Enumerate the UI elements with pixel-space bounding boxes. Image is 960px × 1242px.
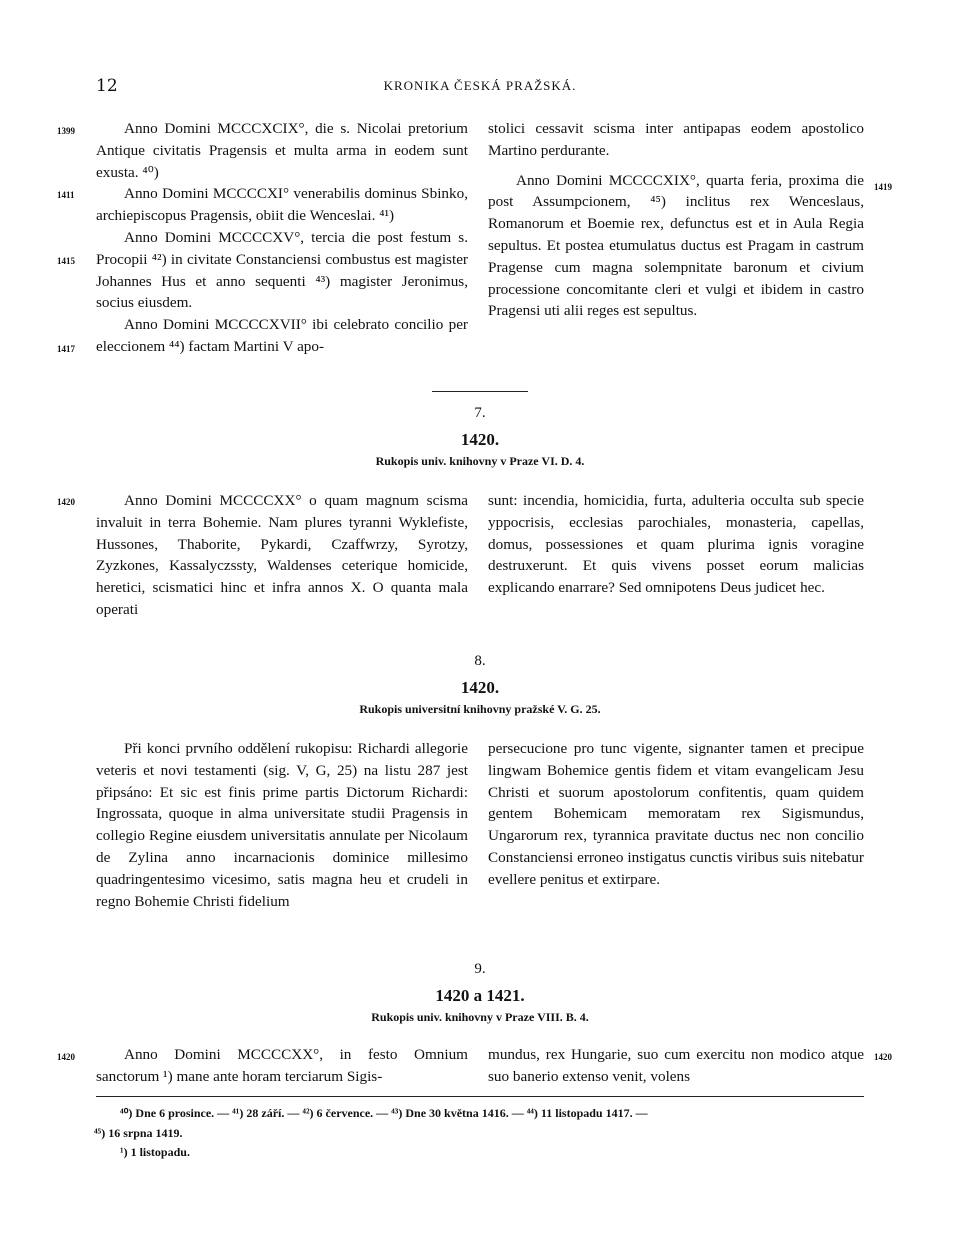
right-column [488,1044,864,1088]
section-heading [96,405,864,469]
margin-year: 1415 [57,256,75,266]
section-number: 7. [474,405,486,421]
paragraph: stolici cessavit scisma inter antipapas eodem apostolico Martino perdurante. [488,120,864,159]
paragraph: sunt: incendia, homicidia, furta, adulteria occulta sub specie yppocrisis, ecclesias parochiales, monasteria, capellas, domus, possessiones et quam plurima ignis voragine destruxerunt. Et quis vivens posset eorum malicias explicando enarrare? Sed omnipotens Deus judicet hec. [488,492,864,597]
paragraph: Anno Domini MCCCCXX°, in festo Omnium sanctorum ¹) mane ante horam terciarum Sigis- [96,1046,468,1085]
left-column [96,738,468,912]
section-year: 1420. [460,430,500,449]
section-source: Rukopis univ. knihovny v Praze VIII. B. 4. [371,1010,589,1024]
margin-year: 1420 [874,1052,892,1062]
footnote-rule [96,1096,864,1097]
paragraph: Anno Domini MCCCCXVII° ibi celebrato concilio per eleccionem ⁴⁴) factam Martini V apo- [96,316,468,355]
divider [432,391,528,392]
margin-year: 1411 [57,190,75,200]
section-source: Rukopis universitní knihovny pražské V. G. 25. [359,702,601,716]
paragraph: mundus, rex Hungarie, suo cum exercitu non modico atque suo banerio extenso venit, volens [488,1046,864,1085]
paragraph: Anno Domini MCCCCXI° venerabilis dominus Sbinko, archiepiscopus Pragensis, obiit die Wenceslai. ⁴¹) [96,185,468,225]
running-header [96,76,864,98]
section-year: 1420. [460,678,500,697]
left-column [96,490,468,621]
margin-year: 1420 [57,1052,75,1062]
section-number: 8. [474,653,486,669]
right-column [488,490,864,599]
footnote: ⁴⁵) 16 srpna 1419. [94,1126,183,1140]
paragraph: Při konci prvního oddělení rukopisu: Richardi allegorie veteris et novi testamenti (sig. V, G, 25) na listu 287 jest připsáno: Et sic est finis prime partis Dictorum Richardi: Ingrossata, quoque in alma universitate studii Pragensis in collegio Regine eiusdem universitatis annulate per Nicolaum de Zylina anno incarnacionis dominice millesimo quadringentesimo vicesimo, satis magna heu et crudeli in regno Bohemie Christi fidelium [96,740,468,910]
section-year: 1420 a 1421. [435,986,525,1005]
section-heading [96,653,864,717]
section-number: 9. [474,961,486,977]
left-column [96,118,468,358]
right-column [488,118,864,322]
right-column [488,738,864,891]
paragraph: Anno Domini MCCCCXX° o quam magnum scisma invaluit in terra Bohemie. Nam plures tyranni Wyklefiste, Hussones, Thaborite, Pykardi, Czaffwrzy, Syrotzy, Zyzkones, Kassalyczssty, Waldenses ceterique homicide, heretici, scismatici hinc et infra annos X. O quanta mala operati [96,492,468,618]
running-title: KRONIKA ČESKÁ PRAŽSKÁ. [383,78,577,93]
margin-year: 1399 [57,126,75,136]
paragraph: Anno Domini MCCCXCIX°, die s. Nicolai pretorium Antique civitatis Pragensis et multa arma in eodem sunt exusta. ⁴⁰) [96,120,468,181]
margin-year: 1417 [57,344,75,354]
paragraph: Anno Domini MCCCCXV°, tercia die post festum s. Procopii ⁴²) in civitate Constanciensi combustus est magister Johannes Hus et anno sequenti ⁴³) magister Jeronimus, socius eiusdem. [96,228,468,312]
left-column [96,1044,468,1088]
footnote: ⁴⁰) Dne 6 prosince. — ⁴¹) 28 září. — ⁴²) 6 července. — ⁴³) Dne 30 května 1416. — ⁴⁴) 11 listopadu 1417. — [120,1106,648,1120]
footnote: ¹) 1 listopadu. [120,1145,190,1159]
section-heading [96,961,864,1025]
paragraph: Anno Domini MCCCCXIX°, quarta feria, proxima die post Assumpcionem, ⁴⁵) inclitus rex Wenceslaus, Romanorum et Boemie rex, defunctus est et in Aula Regia sepultus. Et postea etumulatus ductus est Pragam in castrum Pragense cum magna solempnitate baronum et civium processione concomitante cleri et vulgi et ibidem in castro Pragensi uti alii reges est sepultus. [488,171,864,320]
paragraph: persecucione pro tunc vigente, signanter tamen et precipue lingwam Bohemice gentis fidem et vitam evangelicam Jesu Christi et suorum apostolorum confitentis, quam quidem gentem Bohemicam memoratam rex Sigismundus, Ungarorum rex, tyrannica pravitate ductus nec non concilio Constanciensi erroneo instigatus cunctis viribus suis nitebatur evellere penitus et extirpare. [488,740,864,888]
section-source: Rukopis univ. knihovny v Praze VI. D. 4. [375,454,585,468]
margin-year: 1419 [874,182,892,192]
page-number: 12 [96,76,118,96]
margin-year: 1420 [57,497,75,507]
